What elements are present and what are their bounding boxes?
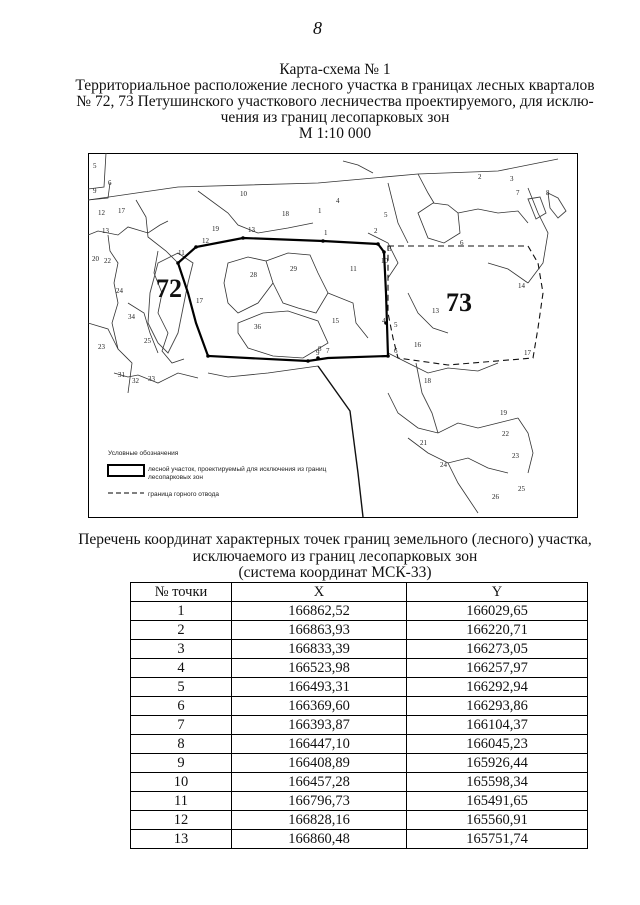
coords-title-block — [40, 532, 630, 582]
plot-label: 18 — [424, 377, 431, 385]
clearing-outlines — [148, 193, 566, 433]
plot-label: 29 — [290, 265, 297, 273]
plot-label: 18 — [282, 210, 289, 218]
plot-label: 6 — [108, 179, 112, 187]
cell-point: 11 — [131, 792, 232, 811]
plot-label: 4 — [336, 197, 340, 205]
cell-x: 166860,48 — [232, 830, 407, 849]
cell-point: 6 — [131, 697, 232, 716]
forest-map — [88, 153, 578, 518]
legend-plot-text-2: лесопарковых зон — [148, 474, 203, 481]
quarter-72-label: 72 — [156, 274, 182, 303]
map-legend — [108, 449, 327, 498]
plot-label: 36 — [254, 323, 261, 331]
map-subtitle-line-1: Территориальное расположение лесного участка в границах лесных кварталов — [75, 77, 595, 94]
table-row — [131, 811, 588, 830]
coords-title-line-1: Перечень координат характерных точек границ земельного (лесного) участка, — [78, 531, 592, 548]
plot-label: 24 — [116, 287, 123, 295]
cell-x: 166369,60 — [232, 697, 407, 716]
point-label: 3 — [388, 245, 392, 253]
forest-parcel-lines — [88, 153, 558, 513]
plot-label: 17 — [118, 207, 125, 215]
cell-point: 12 — [131, 811, 232, 830]
cell-y: 166220,71 — [407, 621, 588, 640]
plot-label: 26 — [492, 493, 499, 501]
plot-label: 10 — [240, 190, 247, 198]
cell-y: 166273,05 — [407, 640, 588, 659]
cell-x: 166796,73 — [232, 792, 407, 811]
plot-label: 14 — [518, 282, 525, 290]
plot-label: 25 — [144, 337, 151, 345]
point-label: 2 — [374, 227, 378, 235]
header-point-number: № точки — [131, 583, 232, 602]
page-number-mark: 8 — [313, 18, 322, 38]
cell-point: 8 — [131, 735, 232, 754]
plot-label: 13 — [432, 307, 439, 315]
map-title-block — [60, 62, 610, 142]
table-row — [131, 602, 588, 621]
point-label: 1 — [324, 229, 328, 237]
cell-y: 166029,65 — [407, 602, 588, 621]
point-label: 7 — [326, 347, 330, 355]
cell-y: 166257,97 — [407, 659, 588, 678]
cell-x: 166863,93 — [232, 621, 407, 640]
plot-label: 7 — [516, 189, 520, 197]
table-row — [131, 697, 588, 716]
cell-point: 4 — [131, 659, 232, 678]
plot-label: 3 — [510, 175, 514, 183]
cell-point: 5 — [131, 678, 232, 697]
plot-label: 11 — [350, 265, 357, 273]
plot-label: 17 — [524, 349, 531, 357]
table-row — [131, 621, 588, 640]
plot-label: 5 — [384, 211, 388, 219]
boundary-point-labels — [178, 226, 398, 357]
plot-label: 19 — [212, 225, 219, 233]
plot-label: 15 — [332, 317, 339, 325]
map-title: Карта-схема № 1 — [279, 61, 391, 78]
cell-y: 166293,86 — [407, 697, 588, 716]
plot-label: 32 — [132, 377, 139, 385]
cell-x: 166393,87 — [232, 716, 407, 735]
plot-label: 16 — [414, 341, 421, 349]
cell-y: 166104,37 — [407, 716, 588, 735]
table-row — [131, 773, 588, 792]
plot-label: 6 — [460, 239, 464, 247]
legend-plot-swatch — [108, 465, 144, 476]
plot-label: 28 — [250, 271, 257, 279]
plot-label: 21 — [420, 439, 427, 447]
map-subtitle-line-2: № 72, 73 Петушинского участкового лесничества проектируемого, для исклю- — [76, 93, 594, 110]
plot-label: 19 — [500, 409, 507, 417]
cell-point: 2 — [131, 621, 232, 640]
table-row — [131, 640, 588, 659]
point-label: 13 — [248, 226, 255, 234]
cell-point: 13 — [131, 830, 232, 849]
table-row — [131, 716, 588, 735]
cell-y: 165491,65 — [407, 792, 588, 811]
plot-label: 13 — [102, 227, 109, 235]
plot-label: 12 — [98, 209, 105, 217]
cell-point: 9 — [131, 754, 232, 773]
plot-label: 2 — [478, 173, 482, 181]
header-x: X — [232, 583, 407, 602]
point-label: 9 — [316, 349, 320, 357]
cell-x: 166447,10 — [232, 735, 407, 754]
plot-label: 5 — [93, 162, 97, 170]
point-label: 8 — [318, 345, 322, 353]
plot-label: 31 — [118, 371, 125, 379]
plot-boundary — [178, 238, 388, 361]
plot-label: 22 — [502, 430, 509, 438]
table-header-row — [131, 583, 588, 602]
quarter-73-label: 73 — [446, 288, 472, 317]
cell-y: 165598,34 — [407, 773, 588, 792]
point-label: 10 — [381, 257, 388, 265]
plot-label: 17 — [196, 297, 203, 305]
table-row — [131, 678, 588, 697]
point-label: 11 — [178, 249, 185, 257]
cell-x: 166828,16 — [232, 811, 407, 830]
coords-title-line-3: (система координат МСК-33) — [238, 564, 432, 581]
cell-x: 166408,89 — [232, 754, 407, 773]
table-row — [131, 659, 588, 678]
map-subtitle-line-3: чения из границ лесопарковых зон — [220, 109, 450, 126]
cell-point: 3 — [131, 640, 232, 659]
coords-title-line-2: исключаемого из границ лесопарковых зон — [192, 547, 478, 565]
cell-x: 166523,98 — [232, 659, 407, 678]
point-label: 12 — [202, 237, 209, 245]
plot-label: 25 — [518, 485, 525, 493]
cell-y: 166292,94 — [407, 678, 588, 697]
cell-x: 166493,31 — [232, 678, 407, 697]
plot-label: 9 — [93, 187, 97, 195]
cell-point: 10 — [131, 773, 232, 792]
plot-label: 34 — [128, 313, 135, 321]
plot-label: 22 — [104, 257, 111, 265]
legend-title: Условные обозначения — [108, 450, 179, 457]
cell-y: 165560,91 — [407, 811, 588, 830]
point-label: 4 — [382, 317, 386, 325]
cell-y: 165926,44 — [407, 754, 588, 773]
header-y: Y — [407, 583, 588, 602]
legend-mining-text: граница горного отвода — [148, 491, 219, 498]
table-row — [131, 830, 588, 849]
map-scale: М 1:10 000 — [298, 125, 372, 142]
plot-label: 33 — [148, 375, 155, 383]
point-label: 5 — [394, 321, 398, 329]
plot-label: 8 — [546, 189, 550, 197]
point-label: 6 — [394, 347, 398, 355]
plot-label: 20 — [92, 255, 99, 263]
table-row — [131, 735, 588, 754]
cell-x: 166457,28 — [232, 773, 407, 792]
table-row — [131, 792, 588, 811]
plot-label: 1 — [318, 207, 322, 215]
coordinates-table — [130, 582, 588, 849]
cell-point: 1 — [131, 602, 232, 621]
road-line — [318, 366, 363, 517]
cell-x: 166833,39 — [232, 640, 407, 659]
cell-point: 7 — [131, 716, 232, 735]
map-frame — [89, 154, 578, 518]
plot-label: 23 — [98, 343, 105, 351]
plot-label: 24 — [440, 461, 447, 469]
cell-y: 166045,23 — [407, 735, 588, 754]
plot-label: 23 — [512, 452, 519, 460]
table-row — [131, 754, 588, 773]
legend-plot-text-1: лесной участок, проектируемый для исключения из границ — [148, 466, 327, 473]
cell-x: 166862,52 — [232, 602, 407, 621]
cell-y: 165751,74 — [407, 830, 588, 849]
